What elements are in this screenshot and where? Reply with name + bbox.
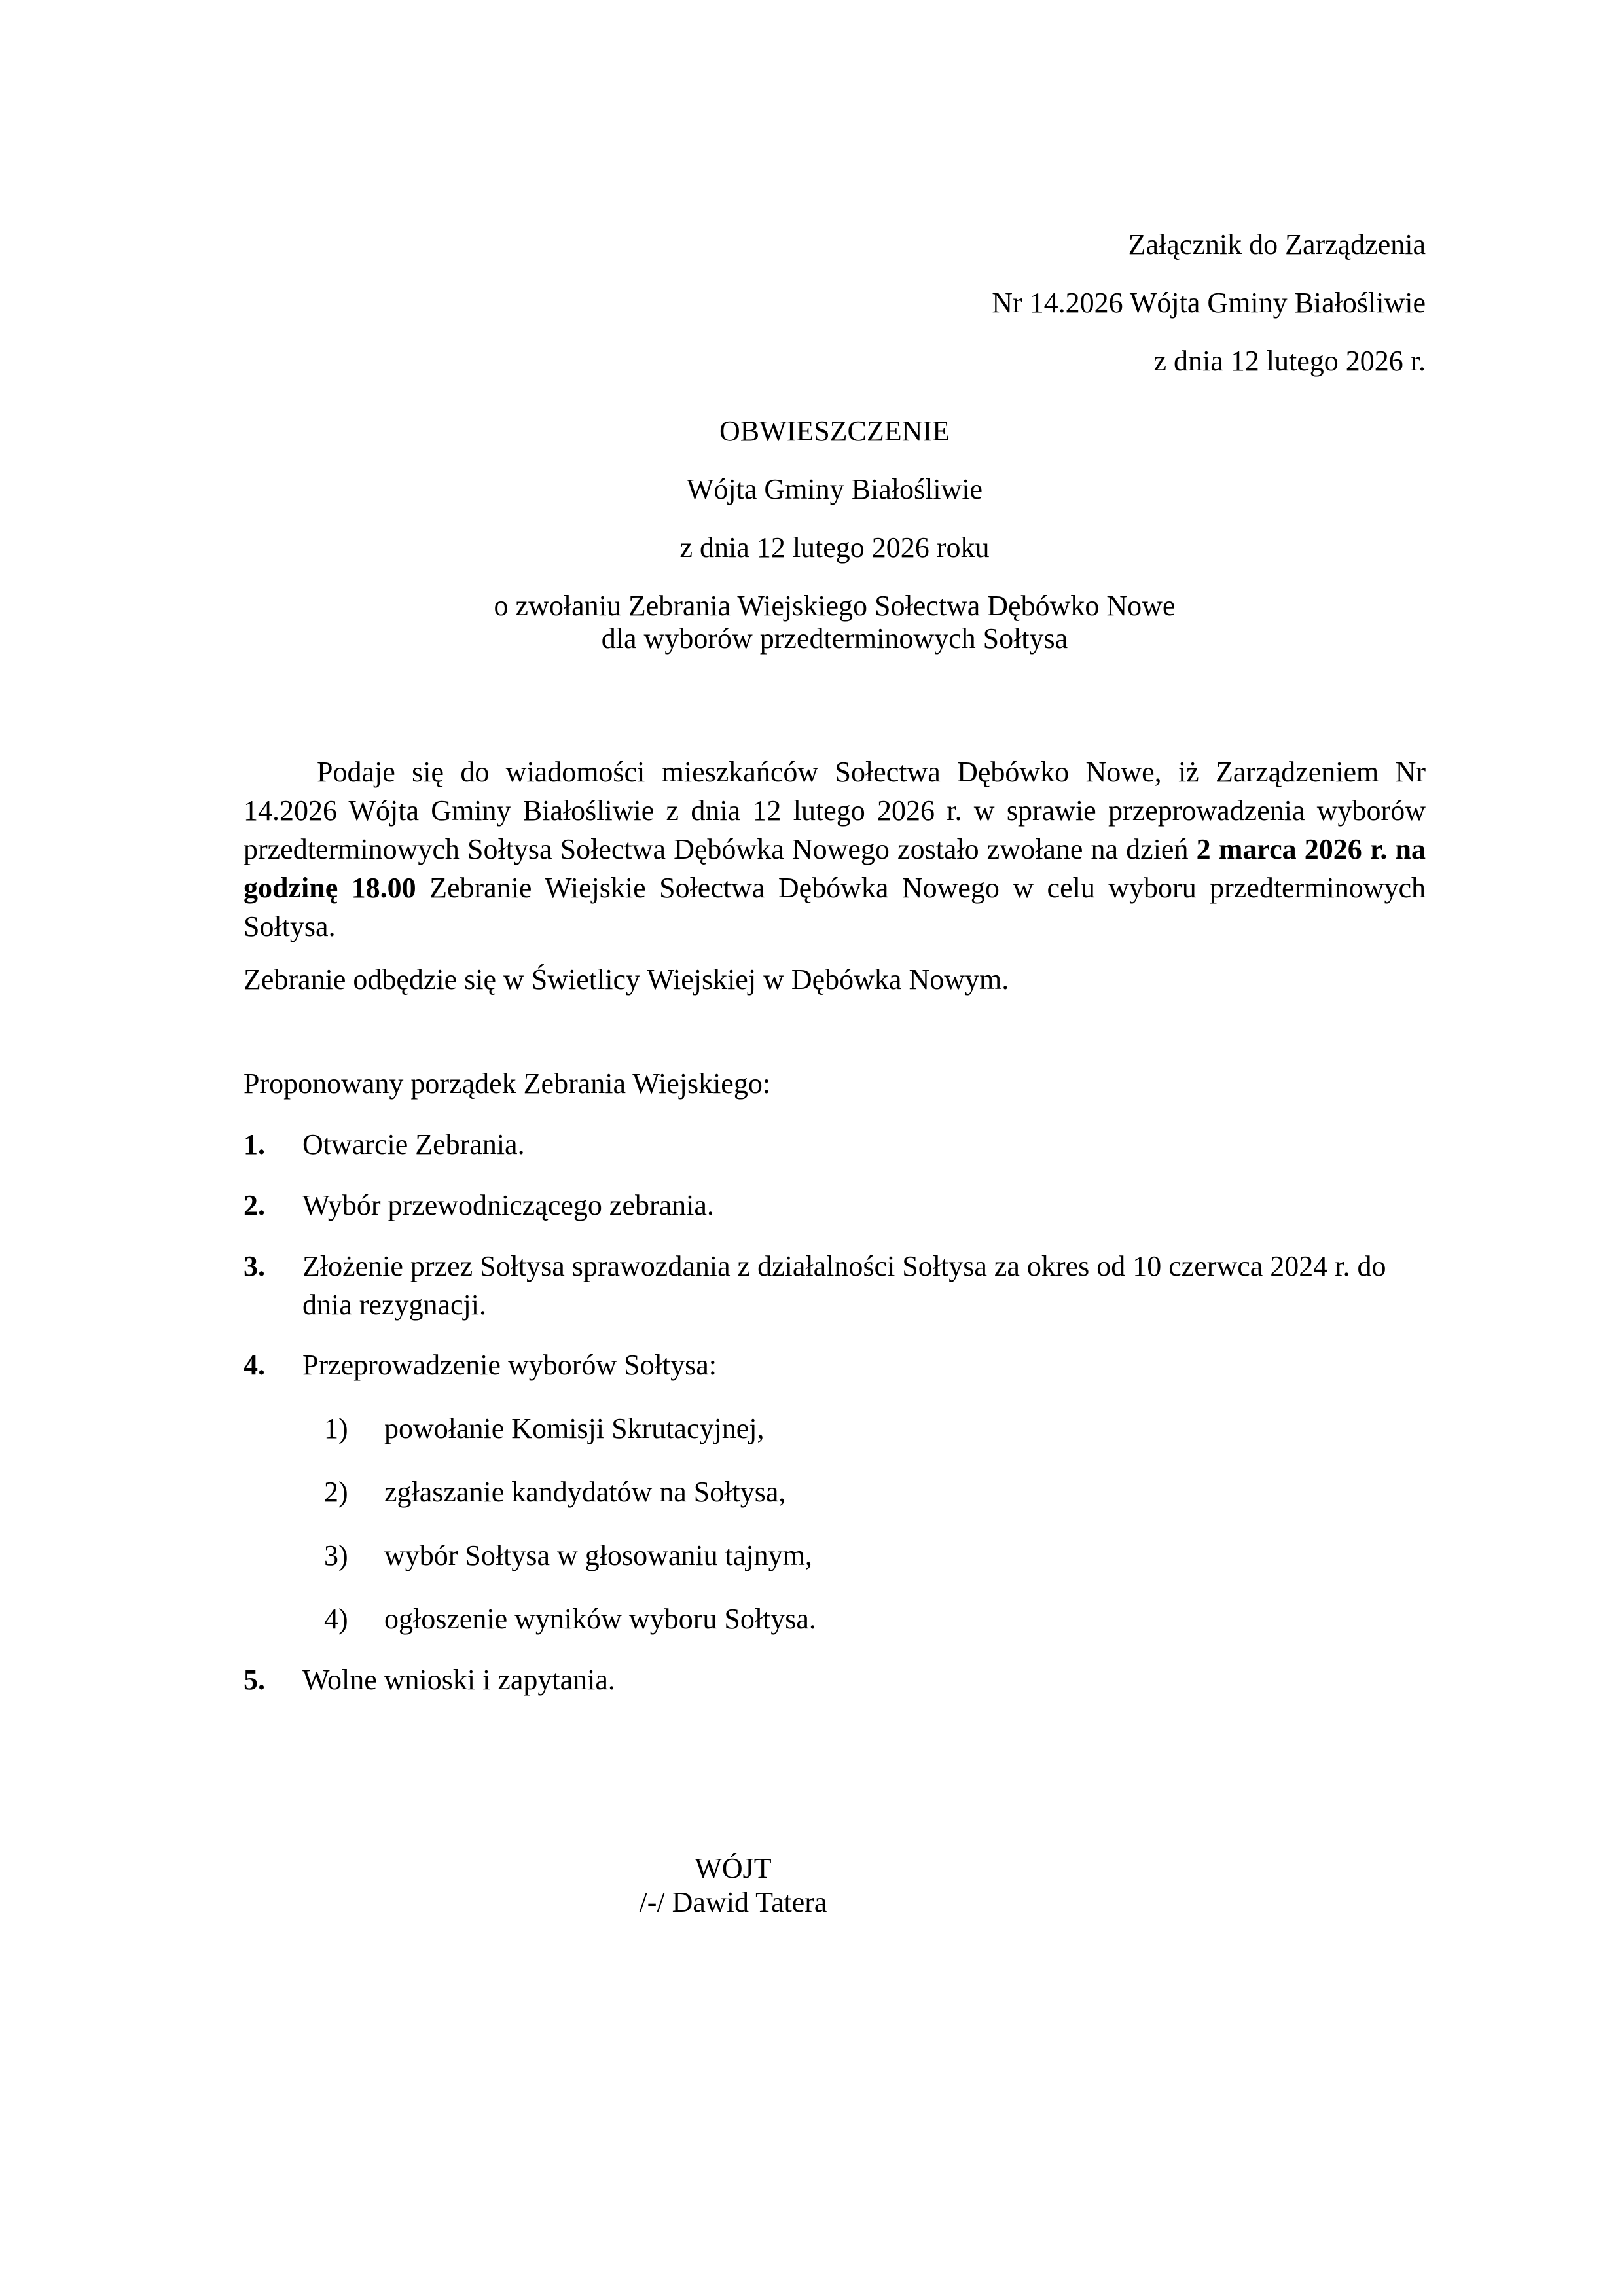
document-body [244,753,1426,1700]
agenda-subitem-label: ogłoszenie wyników wyboru Sołtysa. [384,1603,816,1636]
agenda-item-label: Otwarcie Zebrania. [302,1128,525,1160]
body-paragraph-venue: Zebranie odbędzie się w Świetlicy Wiejskiej w Dębówka Nowym. [244,963,1009,996]
agenda-subitem [324,1600,1426,1639]
agenda-subitem-label: powołanie Komisji Skrutacyjnej, [384,1412,765,1445]
agenda-subitem-number: 1) [324,1412,348,1445]
title-line-issuer: Wójta Gminy Białośliwie [686,473,983,505]
agenda-subitem [324,1410,1426,1448]
agenda-item-number: 5. [244,1664,265,1696]
document-header [244,0,1426,405]
agenda-list [244,1126,1426,1700]
signature-name: /-/ Dawid Tatera [639,1886,827,1919]
document-title-block [244,405,1426,683]
agenda-subitem-label: wybór Sołtysa w głosowaniu tajnym, [384,1539,812,1572]
agenda-item [244,1346,1426,1639]
agenda-subitem-number: 4) [324,1603,348,1636]
agenda-item-label: Przeprowadzenie wyborów Sołtysa: [302,1349,717,1382]
agenda-item-label: Złożenie przez Sołtysa sprawozdania z działalności Sołtysa za okres od 10 czerwca 2024 r. do dnia rezygnacji. [302,1249,1386,1321]
agenda-item [244,1661,1426,1700]
signature-block [244,1852,1426,1920]
agenda-item-label: Wybór przewodniczącego zebrania. [302,1189,714,1221]
announcement-text-part-2: Zebranie Wiejskie Sołectwa Dębówka Nowego w celu wyboru przedterminowych Sołtysa. [244,871,1426,942]
agenda-item [244,1247,1426,1325]
agenda-item [244,1126,1426,1164]
title-line-subject-2: dla wyborów przedterminowych Sołtysa [601,622,1068,655]
announcement-text-part-1: Podaje się do wiadomości mieszkańców Sołectwa Dębówko Nowe, iż Zarządzeniem Nr 14.2026 Wójta Gminy Białośliwie z dnia 12 lutego 2026 r. w sprawie przeprowadzenia wyborów przedterminowych Sołtysa Sołectwa Dębówka Nowego zostało zwołane na dzień [244,756,1426,865]
header-line-ordinance-number: Nr 14.2026 Wójta Gminy Białośliwie [992,287,1426,319]
body-paragraph-announcement [244,753,1426,946]
agenda-item-number: 2. [244,1189,265,1221]
document-content [244,0,1426,1920]
agenda-item-number: 4. [244,1349,265,1382]
agenda-item-number: 3. [244,1249,265,1282]
page-title: OBWIESZCZENIE [719,415,950,447]
agenda-subitem-number: 3) [324,1539,348,1572]
agenda-subitem-number: 2) [324,1476,348,1509]
agenda-item-label: Wolne wnioski i zapytania. [302,1664,615,1696]
signature-role: WÓJT [695,1852,772,1885]
agenda-subitem [324,1473,1426,1512]
agenda-sublist [302,1410,1426,1639]
agenda-intro: Proponowany porządek Zebrania Wiejskiego: [244,1067,771,1100]
title-line-subject: o zwołaniu Zebrania Wiejskiego Sołectwa Dębówko Nowe [494,590,1176,622]
header-line-ordinance-date: z dnia 12 lutego 2026 r. [1153,345,1426,377]
agenda-subitem [324,1537,1426,1575]
header-line-attachment: Załącznik do Zarządzenia [1128,228,1426,260]
title-line-date: z dnia 12 lutego 2026 roku [679,531,990,564]
agenda-item [244,1187,1426,1225]
announcement-datetime-highlight: 2 marca 2026 r. na godzinę 18.00 [244,833,1426,904]
agenda-subitem-label: zgłaszanie kandydatów na Sołtysa, [384,1476,786,1509]
agenda-item-number: 1. [244,1128,265,1160]
